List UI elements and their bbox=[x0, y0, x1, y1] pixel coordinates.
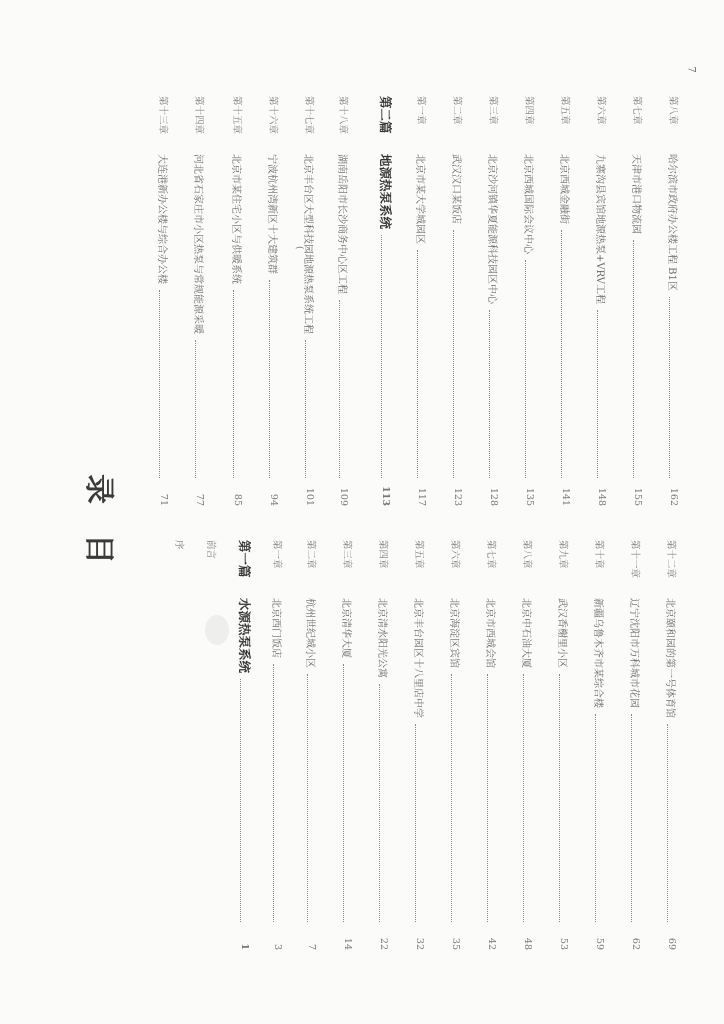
leader-dots bbox=[340, 300, 349, 478]
chapter-number: 第八章 bbox=[521, 540, 532, 569]
chapter-number: 第一篇 bbox=[237, 540, 252, 578]
toc-entry bbox=[594, 96, 610, 506]
toc-entry bbox=[172, 540, 188, 600]
chapter-number: 第十二章 bbox=[665, 540, 676, 579]
leader-dots bbox=[598, 310, 607, 478]
chapter-number: 第五章 bbox=[559, 96, 570, 125]
toc-entry bbox=[230, 96, 246, 506]
toc-entry bbox=[192, 96, 208, 506]
chapter-title: 武汉汉口某饭店 bbox=[450, 154, 462, 224]
chapter-title: 宁波杭州湾新区十大建筑群 bbox=[266, 154, 278, 274]
chapter-title: 北京市某住宅小区与供暖系统 bbox=[230, 154, 242, 284]
page-ref: 77 bbox=[194, 493, 206, 506]
page-ref: 59 bbox=[594, 937, 606, 950]
leader-dots bbox=[196, 340, 205, 478]
toc-entry bbox=[522, 96, 538, 506]
page-ref: 22 bbox=[378, 937, 390, 950]
toc-entry bbox=[156, 96, 172, 506]
page-ref: 53 bbox=[558, 937, 570, 950]
leader-dots bbox=[306, 340, 315, 478]
leader-dots bbox=[452, 674, 461, 922]
chapter-number: 第六章 bbox=[449, 540, 460, 569]
leader-dots bbox=[632, 714, 641, 922]
chapter-title: 杭州世纪城小区 bbox=[304, 598, 316, 668]
toc-entry bbox=[378, 96, 394, 506]
page-ref: 117 bbox=[416, 487, 428, 506]
toc-entry bbox=[556, 540, 572, 950]
toc-entry bbox=[270, 540, 286, 950]
chapter-number: 第十三章 bbox=[157, 96, 168, 135]
leader-dots bbox=[416, 724, 425, 922]
chapter-number: 序 bbox=[173, 540, 184, 550]
chapter-number: 第十六章 bbox=[267, 96, 278, 135]
chapter-title: 北京丰台园区十八里店中学 bbox=[412, 598, 424, 718]
toc-entry bbox=[520, 540, 536, 950]
page-ref: 35 bbox=[450, 937, 462, 950]
page-ref: 14 bbox=[342, 937, 354, 950]
chapter-title: 九寨沟县宾馆地源热泵+VRV工程 bbox=[594, 154, 606, 304]
toc-entry bbox=[486, 96, 502, 506]
chapter-title: 河北省石家庄市小区热泵与常规能源采暖 bbox=[192, 154, 204, 334]
toc-entry bbox=[592, 540, 608, 950]
page-ref: 135 bbox=[524, 487, 536, 506]
chapter-number: 第十章 bbox=[593, 540, 604, 569]
leader-dots bbox=[490, 310, 499, 478]
chapter-number: 第十四章 bbox=[193, 96, 204, 135]
toc-entry bbox=[237, 540, 253, 950]
leader-dots bbox=[670, 297, 679, 478]
page-ref: 113 bbox=[380, 486, 392, 506]
chapter-title: 大连港新办公楼与综合办公楼 bbox=[156, 154, 168, 284]
toc-entry bbox=[414, 96, 430, 506]
chapter-title: 武汉香榭里小区 bbox=[556, 598, 568, 668]
toc-entry bbox=[664, 540, 680, 950]
page-ref: 94 bbox=[268, 493, 280, 506]
chapter-title: 北京西门饭店 bbox=[270, 598, 282, 658]
chapter-number: 第三章 bbox=[487, 96, 498, 125]
leader-dots bbox=[562, 230, 571, 478]
toc-entry bbox=[204, 540, 220, 600]
chapter-number: 第七章 bbox=[485, 540, 496, 569]
leader-dots bbox=[380, 684, 389, 922]
leader-dots bbox=[160, 290, 169, 478]
leader-dots bbox=[454, 230, 463, 478]
page-ref: 85 bbox=[232, 493, 244, 506]
page-ref: 69 bbox=[666, 937, 678, 950]
chapter-title: 北京清华大厦 bbox=[340, 598, 352, 658]
chapter-title: 水源热泵系统 bbox=[237, 598, 252, 674]
chapter-number: 第十一章 bbox=[629, 540, 640, 579]
chapter-title: 北京海淀区宾馆 bbox=[448, 598, 460, 668]
chapter-number: 第二篇 bbox=[378, 96, 393, 134]
chapter-title: 北京中石油大厦 bbox=[520, 598, 532, 668]
toc-entry bbox=[484, 540, 500, 950]
chapter-number: 前言 bbox=[205, 540, 216, 560]
page-ref: 32 bbox=[414, 937, 426, 950]
page-ref: 155 bbox=[632, 487, 644, 506]
leader-dots bbox=[560, 674, 569, 922]
toc-entry bbox=[340, 540, 356, 950]
leader-dots bbox=[274, 664, 283, 922]
chapter-number: 第一章 bbox=[415, 96, 426, 125]
page-ref: 148 bbox=[596, 487, 608, 506]
leader-dots bbox=[668, 724, 677, 922]
leader-dots bbox=[488, 674, 497, 922]
page-ref: 128 bbox=[488, 487, 500, 506]
page-ref: 101 bbox=[304, 487, 316, 506]
chapter-title: 哈尔滨市政府办公楼工程 B1区 bbox=[666, 154, 678, 291]
page-ref: 109 bbox=[338, 487, 350, 506]
chapter-title: 北京市西城会馆 bbox=[484, 598, 496, 668]
title-char-2: 录 bbox=[81, 474, 116, 506]
leader-dots bbox=[524, 674, 533, 922]
chapter-number: 第六章 bbox=[595, 96, 606, 125]
chapter-title: 北京西城金融街 bbox=[558, 154, 570, 224]
toc-entry bbox=[666, 96, 682, 506]
page-ref: 123 bbox=[452, 487, 464, 506]
chapter-title: 新疆乌鲁木齐市某综合楼 bbox=[592, 598, 604, 708]
scan-smudge bbox=[205, 615, 229, 645]
page-ref: 42 bbox=[486, 937, 498, 950]
page-ref: 141 bbox=[560, 487, 572, 506]
chapter-title: 地源热泵系统 bbox=[378, 154, 393, 230]
chapter-title: 北京颐和园的第一号体育馆 bbox=[664, 598, 676, 718]
chapter-number: 第二章 bbox=[451, 96, 462, 125]
toc-entry bbox=[630, 96, 646, 506]
chapter-number: 第三章 bbox=[341, 540, 352, 569]
leader-dots bbox=[596, 714, 605, 922]
page-ref: 62 bbox=[630, 937, 642, 950]
chapter-number: 第七章 bbox=[631, 96, 642, 125]
leader-dots bbox=[634, 240, 643, 478]
leader-dots bbox=[308, 674, 317, 922]
chapter-title: 北京沙河镇华夏能源科技园区中心 bbox=[486, 154, 498, 304]
toc-entry bbox=[448, 540, 464, 950]
chapter-title: 北京清水阳光公寓 bbox=[376, 598, 388, 678]
page-ref: 48 bbox=[522, 937, 534, 950]
leader-dots bbox=[344, 664, 353, 922]
toc-entry bbox=[628, 540, 644, 950]
chapter-title: 北京市某大学城园区 bbox=[414, 154, 426, 244]
toc-entry bbox=[336, 96, 352, 506]
leader-dots bbox=[526, 260, 535, 478]
chapter-number: 第十五章 bbox=[231, 96, 242, 135]
chapter-number: 第八章 bbox=[667, 96, 678, 125]
page-ref: 162 bbox=[668, 487, 680, 506]
chapter-number: 第一章 bbox=[271, 540, 282, 569]
page-number: 7 bbox=[685, 66, 697, 73]
chapter-number: 第十七章 bbox=[303, 96, 314, 135]
chapter-title: 北京丰台区大型科技园地源热泵系统工程 bbox=[302, 154, 314, 334]
toc-entry bbox=[266, 96, 282, 506]
chapter-number: 第五章 bbox=[413, 540, 424, 569]
chapter-number: 第四章 bbox=[377, 540, 388, 569]
leader-dots bbox=[241, 679, 250, 922]
toc-entry bbox=[294, 96, 318, 506]
leader-dots bbox=[234, 290, 243, 478]
chapter-number: 第二章 bbox=[305, 540, 316, 569]
title-char-1: 目 bbox=[81, 534, 116, 566]
toc-entry bbox=[450, 96, 466, 506]
leader-dots bbox=[270, 280, 279, 478]
toc-entry bbox=[376, 540, 392, 950]
page-ref: 1 bbox=[239, 943, 251, 950]
leader-dots bbox=[382, 235, 391, 478]
chapter-title: 湖南岳阳市长沙商务中心区工程 bbox=[336, 154, 348, 294]
entry-note: ( bbox=[294, 246, 304, 250]
toc-entry bbox=[558, 96, 574, 506]
chapter-title: 辽宁沈阳市万科城市花园 bbox=[628, 598, 640, 708]
chapter-number: 第九章 bbox=[557, 540, 568, 569]
toc-entry bbox=[304, 540, 320, 950]
chapter-number: 第四章 bbox=[523, 96, 534, 125]
page-ref: 71 bbox=[158, 493, 170, 506]
chapter-title: 天津市港口物流园 bbox=[630, 154, 642, 234]
chapter-title: 北京西城国际会议中心 bbox=[522, 154, 534, 254]
page-ref: 7 bbox=[306, 943, 318, 950]
toc-entry bbox=[412, 540, 428, 950]
page-ref: 3 bbox=[272, 943, 284, 950]
leader-dots bbox=[418, 250, 427, 478]
chapter-number: 第十八章 bbox=[337, 96, 348, 135]
